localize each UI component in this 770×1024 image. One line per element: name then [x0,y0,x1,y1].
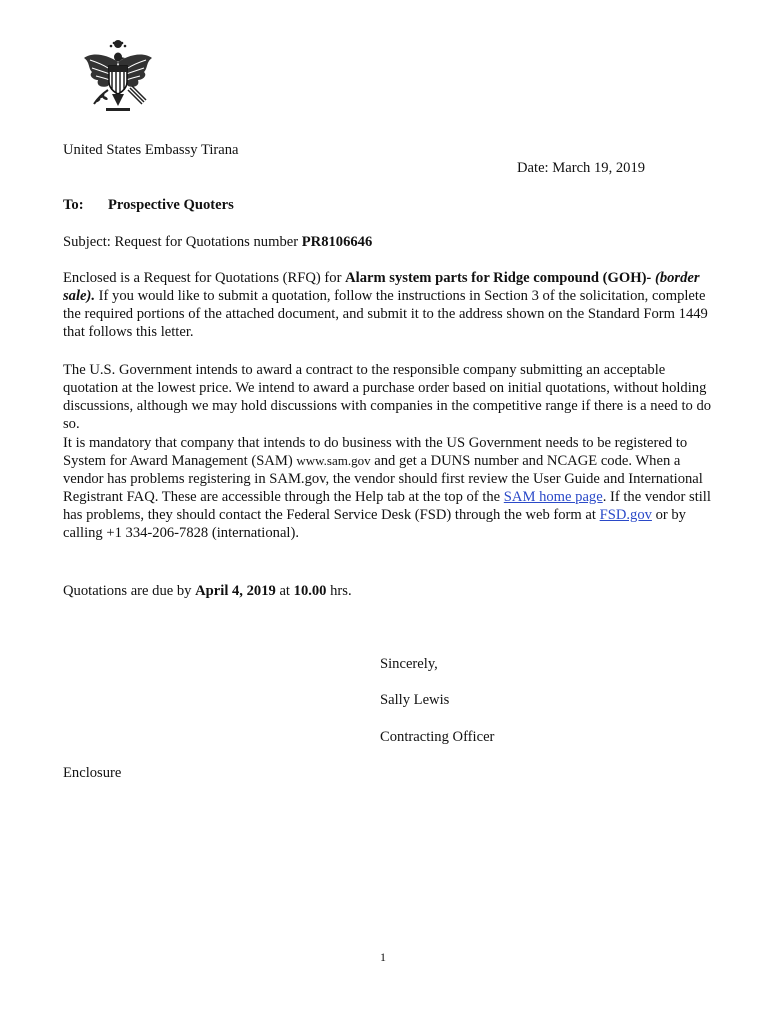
due-date-line [63,582,352,600]
fsd-gov-link[interactable]: FSD.gov [599,507,652,523]
due-date: April 4, 2019 [195,583,276,599]
para3-text-3: . If the vendor still has problems, they should contact the Federal Service Desk (FSD) through the web form at [63,489,711,523]
embassy-seal-logo [78,40,158,118]
subject-prefix: Subject: Request for Quotations number [63,234,302,250]
border-sale-note: (border sale). [63,270,700,304]
closing-salutation: Sincerely, [380,656,438,672]
due-text-2: at [275,583,294,599]
due-text-3: hrs. [326,583,352,599]
sam-website: www.sam.gov [296,453,371,468]
para1-text-2: If you would like to submit a quotation, follow the instructions in Section 3 of the solicitation, complete the required portions of the attached document, and submit it to the address shown on the Standard Form 1449 that follows this letter. [63,288,708,340]
to-label: To: [63,197,84,213]
sam-home-page-link[interactable]: SAM home page [503,489,603,505]
para3-text-4: or by calling +1 334-206-7828 (international). [63,507,686,541]
signatory-name: Sally Lewis [380,692,450,708]
rfq-number: PR8106646 [301,234,373,250]
due-text-1: Quotations are due by [63,583,196,599]
rfq-item-title: Alarm system parts for Ridge compound (GOH)- [345,270,652,286]
para3-text-1: It is mandatory that company that intends to do business with the US Government needs to be registered to System for Award Management (SAM) [63,435,688,469]
due-time: 10.00 [293,583,327,599]
sender-line: United States Embassy Tirana [63,142,239,158]
para1-text-1: Enclosed is a Request for Quotations (RFQ) for [63,270,346,286]
signatory-title: Contracting Officer [380,729,495,745]
sam-registration-paragraph [63,434,713,542]
award-paragraph: The U.S. Government intends to award a contract to the responsible company submitting an acceptable quotation at the lowest price. We intend to award a purchase order based on initial quotations, without holding discussions, although we may hold discussions with companies in the competitive range if there is a need to do so. [63,362,712,432]
subject-line [63,233,372,251]
page-number: 1 [380,950,386,964]
to-recipient: Prospective Quoters [108,197,234,213]
rfq-intro-paragraph [63,269,713,341]
enclosure-note: Enclosure [63,765,122,781]
letter-date: Date: March 19, 2019 [517,160,646,176]
para3-text-2: and get a DUNS number and NCAGE code. When a vendor has problems registering in SAM.gov, the vendor should first review the User Guide and International Registrant FAQ. These are accessible through the Help tab at the top of the [63,453,703,505]
